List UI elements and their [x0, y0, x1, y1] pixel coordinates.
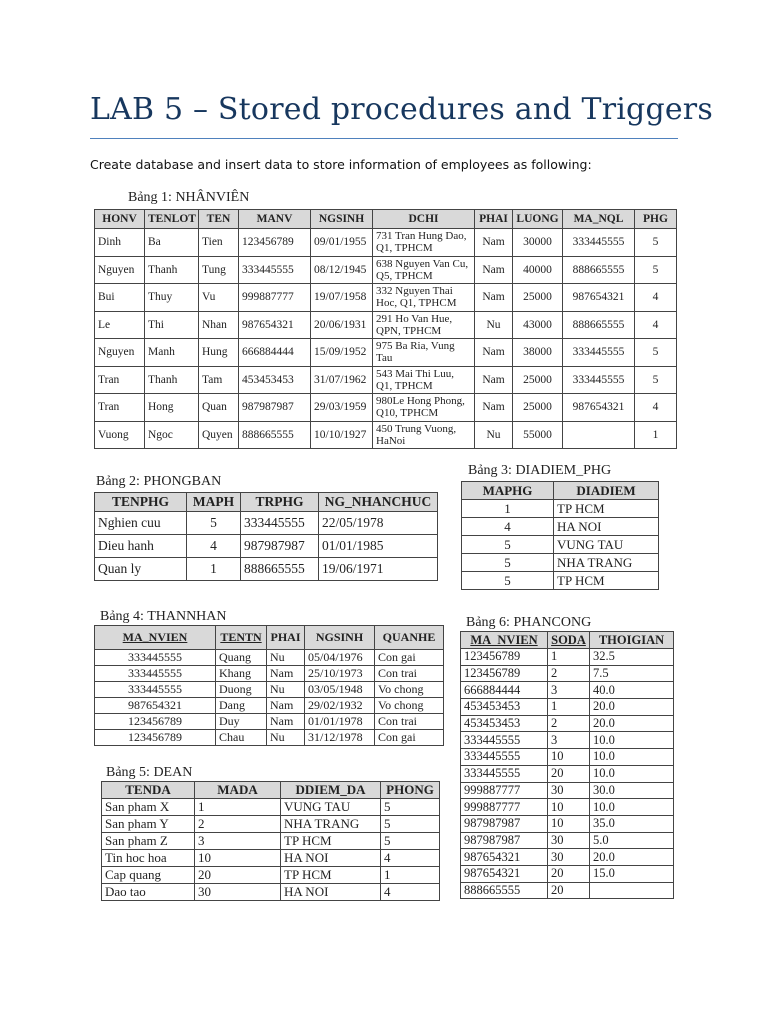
table-cell: Bui [95, 284, 145, 312]
table-cell: 5 [381, 816, 440, 833]
table-cell: Vuong [95, 421, 145, 449]
table-cell: 5 [635, 229, 677, 257]
column-header: PHG [635, 210, 677, 229]
table-cell: San pham Y [102, 816, 195, 833]
table-row [95, 366, 677, 394]
column-header: MA_NVIEN [95, 626, 216, 650]
column-header: PHAI [475, 210, 513, 229]
table-cell: Tung [199, 256, 239, 284]
table-cell: Con gai [375, 650, 444, 666]
table-row [462, 554, 659, 572]
table-cell: 987654321 [563, 394, 635, 422]
table-cell: 05/04/1976 [305, 650, 375, 666]
table-header-row [95, 210, 677, 229]
table-cell: Cap quang [102, 867, 195, 884]
column-header: HONV [95, 210, 145, 229]
table-cell: Nam [475, 366, 513, 394]
table-cell: 10 [548, 815, 590, 832]
table-cell: 999887777 [239, 284, 311, 312]
table-row [95, 730, 444, 746]
table-cell: 453453453 [461, 715, 548, 732]
table-cell: Nam [475, 229, 513, 257]
column-header: TENPHG [95, 493, 187, 512]
table-cell: Dang [216, 698, 267, 714]
table-cell: 10.0 [590, 765, 674, 782]
table-cell: 20/06/1931 [311, 311, 373, 339]
table-cell: 123456789 [461, 649, 548, 666]
table-cell: 987987987 [239, 394, 311, 422]
table-cell: 1 [462, 500, 554, 518]
table-cell: 987654321 [461, 865, 548, 882]
table-cell: 638 Nguyen Van Cu, Q5, TPHCM [373, 256, 475, 284]
table-cell: 333445555 [239, 256, 311, 284]
table-cell: Thanh [145, 366, 199, 394]
table-cell: 543 Mai Thi Luu, Q1, TPHCM [373, 366, 475, 394]
table-cell: Vo chong [375, 698, 444, 714]
table-cell: Nu [267, 650, 305, 666]
table-cell: 980Le Hong Phong, Q10, TPHCM [373, 394, 475, 422]
department-table [94, 492, 438, 581]
table-row [462, 500, 659, 518]
table-row [95, 666, 444, 682]
table-cell: 5 [635, 366, 677, 394]
column-header: NGSINH [305, 626, 375, 650]
table-cell: 333445555 [95, 666, 216, 682]
table-cell: 20 [195, 867, 281, 884]
table-cell: 10.0 [590, 749, 674, 766]
table-cell: Tran [95, 394, 145, 422]
column-header: MA_NQL [563, 210, 635, 229]
table-cell: 333445555 [563, 229, 635, 257]
table-row [461, 849, 674, 866]
table-cell: Tam [199, 366, 239, 394]
column-header: TENTN [216, 626, 267, 650]
table-cell: 30000 [513, 229, 563, 257]
table-header-row [461, 632, 674, 649]
table-row [461, 682, 674, 699]
column-header: MAPH [187, 493, 241, 512]
table-cell: Tran [95, 366, 145, 394]
table-cell: 1 [548, 649, 590, 666]
table-row [461, 832, 674, 849]
table-cell: 31/12/1978 [305, 730, 375, 746]
table-cell: 15/09/1952 [311, 339, 373, 367]
column-header: MADA [195, 782, 281, 799]
table-cell: 666884444 [461, 682, 548, 699]
table-cell: Khang [216, 666, 267, 682]
employee-table [94, 209, 677, 449]
table-row [95, 394, 677, 422]
table-cell: 333445555 [461, 732, 548, 749]
table-cell: 1 [381, 867, 440, 884]
table-cell: 19/06/1971 [319, 558, 438, 581]
table-cell: 888665555 [563, 256, 635, 284]
table-cell: 332 Nguyen Thai Hoc, Q1, TPHCM [373, 284, 475, 312]
table-cell: TP HCM [554, 500, 659, 518]
table-cell: Manh [145, 339, 199, 367]
table-cell: 987654321 [95, 698, 216, 714]
table-cell: Duy [216, 714, 267, 730]
table-cell: 10.0 [590, 732, 674, 749]
table-header-row [95, 493, 438, 512]
table-row [102, 833, 440, 850]
table-cell: Ngoc [145, 421, 199, 449]
table-cell: Nu [267, 730, 305, 746]
table-row [95, 682, 444, 698]
column-header: PHONG [381, 782, 440, 799]
table-cell: 453453453 [461, 699, 548, 716]
table-cell: TP HCM [281, 867, 381, 884]
table-row [461, 749, 674, 766]
table-cell: VUNG TAU [281, 799, 381, 816]
table-cell: Nu [475, 421, 513, 449]
table-cell: Vu [199, 284, 239, 312]
table-cell: Dieu hanh [95, 535, 187, 558]
table-cell: 5 [187, 512, 241, 535]
table-cell: 2 [195, 816, 281, 833]
table-cell: Nam [475, 394, 513, 422]
location-table [461, 481, 659, 590]
table-cell: Thuy [145, 284, 199, 312]
table-header-row [95, 626, 444, 650]
table-row [102, 816, 440, 833]
table-cell: 25000 [513, 394, 563, 422]
table-row [461, 799, 674, 816]
table-cell: 333445555 [461, 765, 548, 782]
table-cell: 20.0 [590, 849, 674, 866]
table-cell: 25/10/1973 [305, 666, 375, 682]
table-row [95, 256, 677, 284]
table-cell: Chau [216, 730, 267, 746]
column-header: NG_NHANCHUC [319, 493, 438, 512]
table-cell: Nam [267, 666, 305, 682]
table-cell: 4 [381, 850, 440, 867]
table-cell: Le [95, 311, 145, 339]
table-cell: 5.0 [590, 832, 674, 849]
table-cell: 2 [548, 715, 590, 732]
column-header: QUANHE [375, 626, 444, 650]
table-cell: Quang [216, 650, 267, 666]
table-cell: Tin hoc hoa [102, 850, 195, 867]
table-cell: Nghien cuu [95, 512, 187, 535]
table-cell: 1 [548, 699, 590, 716]
table-row [462, 536, 659, 554]
table-cell: HA NOI [281, 884, 381, 901]
table-cell: Con trai [375, 666, 444, 682]
table-cell: Con trai [375, 714, 444, 730]
table-row [461, 649, 674, 666]
table-cell: Nu [267, 682, 305, 698]
table-cell: 888665555 [461, 882, 548, 899]
table-cell: 5 [381, 799, 440, 816]
table-cell: 4 [635, 284, 677, 312]
table-cell: 333445555 [95, 682, 216, 698]
table-row [95, 558, 438, 581]
table-row [461, 882, 674, 899]
table-cell: Quyen [199, 421, 239, 449]
table-cell: 5 [381, 833, 440, 850]
table-cell: Nam [475, 284, 513, 312]
table-row [95, 650, 444, 666]
table-cell: VUNG TAU [554, 536, 659, 554]
table-row [95, 512, 438, 535]
table-cell: 123456789 [95, 714, 216, 730]
table-cell: Nguyen [95, 339, 145, 367]
table-row [102, 850, 440, 867]
table-row [462, 572, 659, 590]
table-row [95, 421, 677, 449]
table-cell: 888665555 [563, 311, 635, 339]
table-cell [563, 421, 635, 449]
intro-text: Create database and insert data to store information of employees as following: [90, 157, 592, 172]
table-cell: 29/02/1932 [305, 698, 375, 714]
table-cell: 20 [548, 865, 590, 882]
table-row [95, 339, 677, 367]
table-cell: 333445555 [241, 512, 319, 535]
table-row [461, 865, 674, 882]
table-cell: Nam [475, 256, 513, 284]
table-cell: Vo chong [375, 682, 444, 698]
table-cell: HA NOI [554, 518, 659, 536]
table-cell: 40000 [513, 256, 563, 284]
table-row [95, 698, 444, 714]
table-cell: 10.0 [590, 799, 674, 816]
table-cell: 453453453 [239, 366, 311, 394]
table-cell: 1 [635, 421, 677, 449]
table-cell: 09/01/1955 [311, 229, 373, 257]
table-cell: 666884444 [239, 339, 311, 367]
table-cell: Nhan [199, 311, 239, 339]
table-cell: 03/05/1948 [305, 682, 375, 698]
table-cell: 975 Ba Ria, Vung Tau [373, 339, 475, 367]
table-cell: 55000 [513, 421, 563, 449]
column-header: PHAI [267, 626, 305, 650]
table-cell: 987654321 [239, 311, 311, 339]
table-cell: 450 Trung Vuong, HaNoi [373, 421, 475, 449]
table-cell: Ba [145, 229, 199, 257]
table-cell: 731 Tran Hung Dao, Q1, TPHCM [373, 229, 475, 257]
column-header: DCHI [373, 210, 475, 229]
table-cell: Quan [199, 394, 239, 422]
table-cell: 30 [548, 849, 590, 866]
table-cell: 43000 [513, 311, 563, 339]
table-cell: Quan ly [95, 558, 187, 581]
table-row [95, 311, 677, 339]
table-cell: 01/01/1978 [305, 714, 375, 730]
table-cell [590, 882, 674, 899]
table1-caption: Bảng 1: NHÂNVIÊN [128, 190, 250, 205]
table-row [95, 714, 444, 730]
column-header: LUONG [513, 210, 563, 229]
table-cell: 5 [462, 536, 554, 554]
table-row [102, 867, 440, 884]
table-cell: 3 [195, 833, 281, 850]
table-cell: 5 [635, 256, 677, 284]
table-cell: 10 [548, 799, 590, 816]
table-cell: Nam [267, 714, 305, 730]
column-header: MAPHG [462, 482, 554, 500]
table-cell: 20.0 [590, 715, 674, 732]
column-header: THOIGIAN [590, 632, 674, 649]
table-row [461, 699, 674, 716]
table-cell: 2 [548, 665, 590, 682]
table-cell: 08/12/1945 [311, 256, 373, 284]
table-cell: 25000 [513, 366, 563, 394]
table-cell: 29/03/1959 [311, 394, 373, 422]
table-row [461, 665, 674, 682]
table-cell: 19/07/1958 [311, 284, 373, 312]
column-header: DDIEM_DA [281, 782, 381, 799]
table-cell: 333445555 [461, 749, 548, 766]
table-row [461, 782, 674, 799]
table4-caption: Bảng 4: THANNHAN [100, 609, 227, 624]
table6-caption: Bảng 6: PHANCONG [466, 615, 592, 630]
table-cell: Dao tao [102, 884, 195, 901]
table-cell: Thi [145, 311, 199, 339]
table-row [462, 518, 659, 536]
table-cell: Con gai [375, 730, 444, 746]
dependent-table [94, 625, 444, 746]
table-cell: 30 [548, 832, 590, 849]
table-cell: 30 [195, 884, 281, 901]
table-cell: 123456789 [95, 730, 216, 746]
table-cell: 888665555 [241, 558, 319, 581]
table-cell: NHA TRANG [281, 816, 381, 833]
project-table [101, 781, 440, 901]
table-cell: Dinh [95, 229, 145, 257]
assignment-table [460, 631, 674, 899]
table-cell: 5 [462, 554, 554, 572]
table-cell: Nam [475, 339, 513, 367]
table-row [461, 732, 674, 749]
table-cell: 1 [195, 799, 281, 816]
table-cell: 25000 [513, 284, 563, 312]
table-cell: 999887777 [461, 799, 548, 816]
table-cell: 987654321 [563, 284, 635, 312]
column-header: TENLOT [145, 210, 199, 229]
table-cell: Thanh [145, 256, 199, 284]
table-cell: 291 Ho Van Hue, QPN, TPHCM [373, 311, 475, 339]
table-cell: 38000 [513, 339, 563, 367]
table-cell: 32.5 [590, 649, 674, 666]
table-cell: Nu [475, 311, 513, 339]
table5-caption: Bảng 5: DEAN [106, 765, 193, 780]
table-row [95, 284, 677, 312]
table-cell: Nam [267, 698, 305, 714]
table-cell: 35.0 [590, 815, 674, 832]
table-cell: 30.0 [590, 782, 674, 799]
column-header: SODA [548, 632, 590, 649]
column-header: TENDA [102, 782, 195, 799]
table-cell: 4 [381, 884, 440, 901]
table-cell: 4 [635, 311, 677, 339]
column-header: MANV [239, 210, 311, 229]
table-cell: Tien [199, 229, 239, 257]
table-cell: 3 [548, 732, 590, 749]
table-row [102, 799, 440, 816]
table3-caption: Bảng 3: DIADIEM_PHG [468, 463, 612, 478]
table-cell: 987987987 [461, 832, 548, 849]
table-row [461, 715, 674, 732]
table-cell: 333445555 [563, 339, 635, 367]
table-cell: 4 [462, 518, 554, 536]
table-cell: 20 [548, 765, 590, 782]
table2-caption: Bảng 2: PHONGBAN [96, 474, 222, 489]
column-header: TRPHG [241, 493, 319, 512]
table-cell: 5 [635, 339, 677, 367]
table-cell: 10/10/1927 [311, 421, 373, 449]
table-row [461, 765, 674, 782]
table-row [102, 884, 440, 901]
table-cell: 20 [548, 882, 590, 899]
table-cell: 10 [195, 850, 281, 867]
table-cell: 123456789 [239, 229, 311, 257]
table-cell: 333445555 [563, 366, 635, 394]
column-header: TEN [199, 210, 239, 229]
table-cell: NHA TRANG [554, 554, 659, 572]
table-cell: 40.0 [590, 682, 674, 699]
table-cell: 15.0 [590, 865, 674, 882]
column-header: NGSINH [311, 210, 373, 229]
table-cell: 20.0 [590, 699, 674, 716]
table-row [461, 815, 674, 832]
table-cell: 1 [187, 558, 241, 581]
table-cell: 333445555 [95, 650, 216, 666]
table-cell: San pham X [102, 799, 195, 816]
table-cell: 5 [462, 572, 554, 590]
table-cell: 22/05/1978 [319, 512, 438, 535]
table-cell: 987987987 [461, 815, 548, 832]
table-cell: 987654321 [461, 849, 548, 866]
table-cell: 4 [635, 394, 677, 422]
table-cell: HA NOI [281, 850, 381, 867]
table-row [95, 229, 677, 257]
table-cell: TP HCM [554, 572, 659, 590]
table-cell: TP HCM [281, 833, 381, 850]
table-cell: 30 [548, 782, 590, 799]
table-cell: 7.5 [590, 665, 674, 682]
column-header: DIADIEM [554, 482, 659, 500]
column-header: MA_NVIEN [461, 632, 548, 649]
table-header-row [102, 782, 440, 799]
table-cell: 999887777 [461, 782, 548, 799]
table-cell: 10 [548, 749, 590, 766]
table-cell: 3 [548, 682, 590, 699]
table-cell: 4 [187, 535, 241, 558]
title-divider [90, 138, 678, 139]
page-title: LAB 5 – Stored procedures and Triggers [90, 92, 713, 127]
table-cell: Duong [216, 682, 267, 698]
table-cell: Hong [145, 394, 199, 422]
table-cell: 01/01/1985 [319, 535, 438, 558]
table-header-row [462, 482, 659, 500]
table-cell: 31/07/1962 [311, 366, 373, 394]
table-cell: Hung [199, 339, 239, 367]
table-cell: 123456789 [461, 665, 548, 682]
table-row [95, 535, 438, 558]
table-cell: 888665555 [239, 421, 311, 449]
table-cell: 987987987 [241, 535, 319, 558]
table-cell: San pham Z [102, 833, 195, 850]
table-cell: Nguyen [95, 256, 145, 284]
